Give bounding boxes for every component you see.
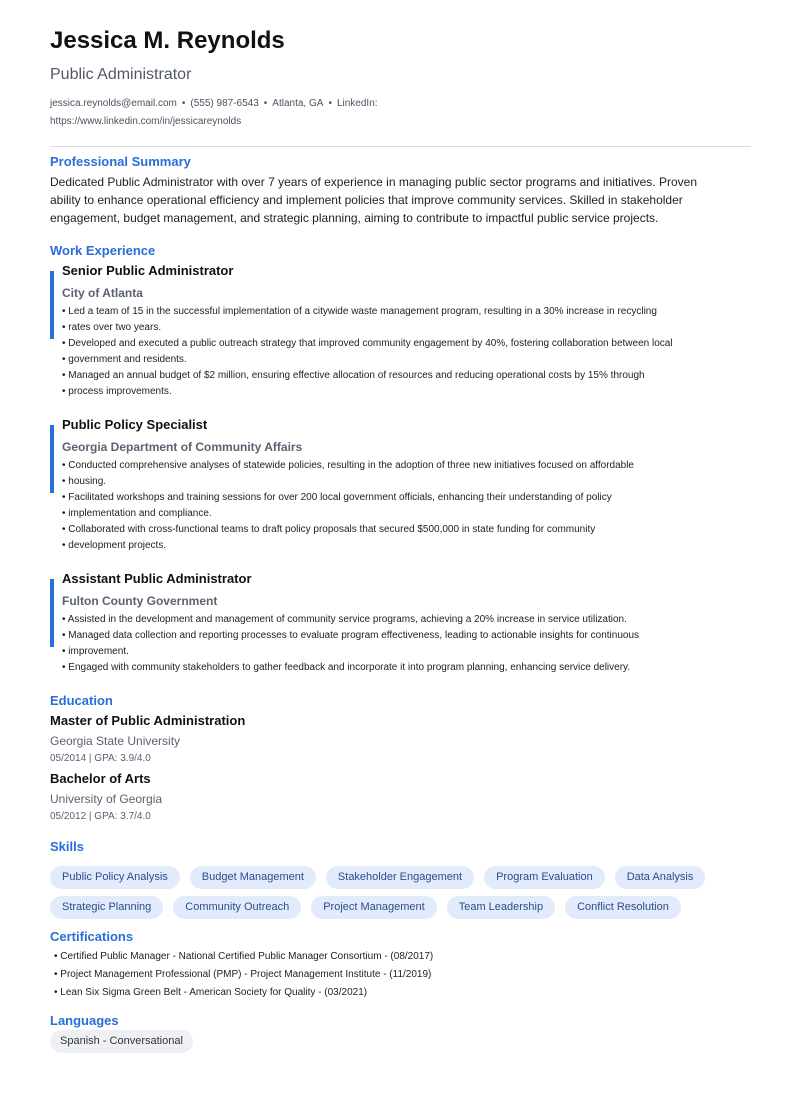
job-bullet: • housing. — [62, 476, 107, 487]
skill-tag: Budget Management — [190, 866, 316, 889]
certifications-list — [54, 948, 433, 1002]
email-link[interactable]: jessica.reynolds@email.com — [50, 98, 177, 109]
candidate-name: Jessica M. Reynolds — [50, 27, 285, 54]
section-heading-skills: Skills — [50, 839, 84, 854]
separator: • — [328, 98, 332, 109]
school-name: Georgia State University — [50, 734, 181, 748]
job-accent-bar — [50, 425, 54, 493]
language-tag: Spanish - Conversational — [50, 1030, 193, 1053]
certification-item: • Project Management Professional (PMP) - Project Management Institute - (11/2019) — [54, 969, 432, 980]
summary-text: Dedicated Public Administrator with over 7 years of experience in managing public sector programs and initiatives. Proven ability to enhance operational efficiency and implement policies that improve community services. Skilled in stakeholder engagement, budget management, and strategic planning, aiming to contribute to impactful public service projects. — [50, 175, 697, 225]
section-heading-summary: Professional Summary — [50, 154, 191, 169]
certification-item: • Lean Six Sigma Green Belt - American Society for Quality - (03/2021) — [54, 987, 368, 998]
header-divider — [50, 146, 751, 147]
skills-row — [50, 866, 751, 889]
skill-tag: Conflict Resolution — [565, 896, 681, 919]
job-bullet: • rates over two years. — [62, 322, 162, 333]
skill-tag: Team Leadership — [447, 896, 555, 919]
job-bullets — [62, 304, 742, 400]
job-bullet: • Engaged with community stakeholders to gather feedback and incorporate it into program planning, enhancing service delivery. — [62, 662, 631, 673]
phone-number: (555) 987-6543 — [190, 98, 259, 109]
job-bullet: • development projects. — [62, 540, 167, 551]
school-name: University of Georgia — [50, 792, 163, 806]
degree-title: Master of Public Administration — [50, 713, 246, 728]
skill-tag: Project Management — [311, 896, 437, 919]
job-company: Fulton County Government — [62, 594, 218, 608]
education-meta: 05/2014 | GPA: 3.9/4.0 — [50, 753, 151, 764]
job-bullet: • Conducted comprehensive analyses of statewide policies, resulting in the adoption of three new initiatives focused on affordable — [62, 460, 634, 471]
degree-title: Bachelor of Arts — [50, 771, 151, 786]
job-accent-bar — [50, 579, 54, 647]
job-bullet: • Led a team of 15 in the successful implementation of a citywide waste management program, resulting in a 30% increase in recycling — [62, 306, 657, 317]
job-title: Public Policy Specialist — [62, 417, 208, 432]
section-heading-education: Education — [50, 693, 113, 708]
skill-tag: Program Evaluation — [484, 866, 605, 889]
skills-list — [50, 866, 751, 926]
candidate-title: Public Administrator — [50, 66, 192, 83]
linkedin-label: LinkedIn: — [336, 98, 378, 109]
section-heading-experience: Work Experience — [50, 243, 156, 258]
job-title: Assistant Public Administrator — [62, 571, 252, 586]
job-bullet: • implementation and compliance. — [62, 508, 212, 519]
job-accent-bar — [50, 271, 54, 339]
linkedin-link[interactable]: https://www.linkedin.com/in/jessicareynolds — [50, 116, 242, 127]
job-company: City of Atlanta — [62, 286, 143, 300]
skill-tag: Public Policy Analysis — [50, 866, 180, 889]
section-heading-certifications: Certifications — [50, 929, 134, 944]
job-bullet: • Collaborated with cross-functional teams to draft policy proposals that secured $500,000 in state funding for community — [62, 524, 596, 535]
job-bullet: • improvement. — [62, 646, 129, 657]
job-bullets — [62, 612, 742, 676]
job-bullet: • Assisted in the development and management of community service programs, achieving a 20% increase in service utilization. — [62, 614, 627, 625]
section-heading-languages: Languages — [50, 1013, 119, 1028]
job-bullet: • Managed an annual budget of $2 million, ensuring effective allocation of resources and reducing operational costs by 15% through — [62, 370, 645, 381]
job-bullet: • Facilitated workshops and training sessions for over 200 local government officials, enhancing their understanding of policy — [62, 492, 612, 503]
education-meta: 05/2012 | GPA: 3.7/4.0 — [50, 811, 151, 822]
location: Atlanta, GA — [272, 98, 324, 109]
contact-info — [50, 95, 410, 131]
job-bullet: • process improvements. — [62, 386, 172, 397]
job-title: Senior Public Administrator — [62, 263, 234, 278]
skills-row — [50, 896, 751, 919]
certification-item: • Certified Public Manager - National Certified Public Manager Consortium - (08/2017) — [54, 951, 434, 962]
skill-tag: Data Analysis — [615, 866, 706, 889]
skill-tag: Strategic Planning — [50, 896, 163, 919]
separator: • — [181, 98, 186, 109]
job-bullets — [62, 458, 742, 554]
job-bullet: • government and residents. — [62, 354, 187, 365]
separator: • — [263, 98, 268, 109]
job-bullet: • Managed data collection and reporting processes to evaluate program effectiveness, leading to actionable insights for continuous — [62, 630, 640, 641]
skill-tag: Community Outreach — [173, 896, 301, 919]
job-bullet: • Developed and executed a public outreach strategy that improved community engagement by 40%, fostering collaboration between local — [62, 338, 673, 349]
job-company: Georgia Department of Community Affairs — [62, 440, 303, 454]
skill-tag: Stakeholder Engagement — [326, 866, 474, 889]
